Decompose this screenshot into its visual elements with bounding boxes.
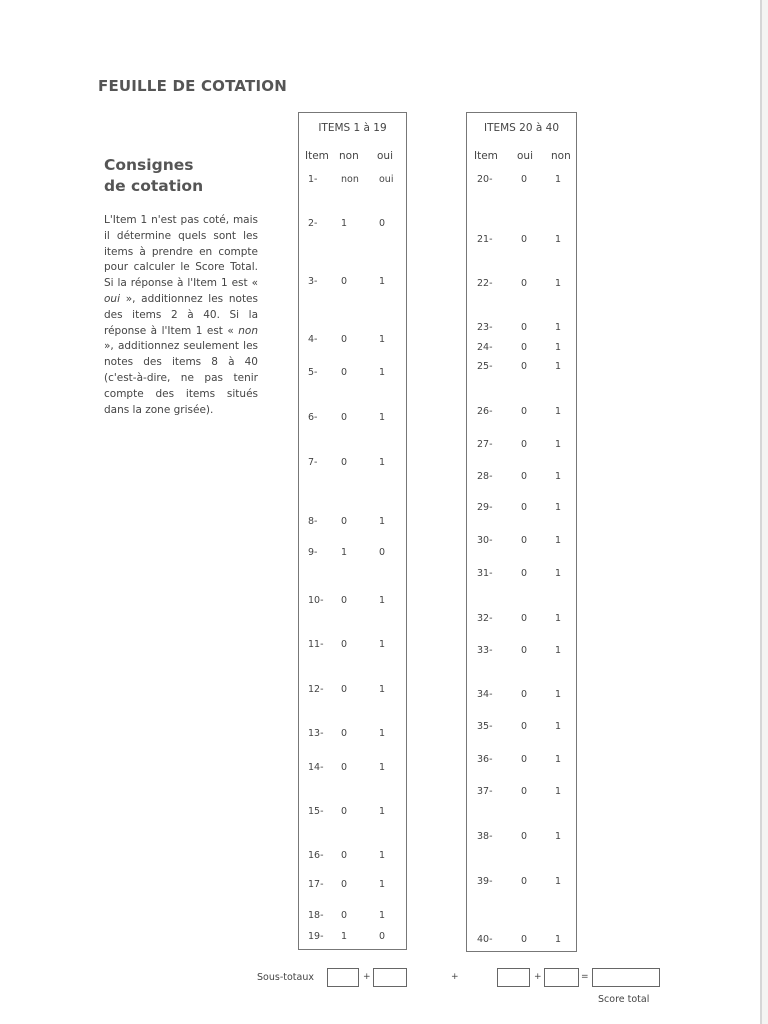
score-cell: 1 (555, 786, 562, 797)
score-cell: 0 (521, 645, 528, 656)
score-cell: oui (379, 174, 394, 185)
score-cell: 0 (521, 876, 528, 887)
instructions-heading (104, 155, 203, 197)
score-cell: 1 (379, 367, 386, 378)
score-cell: 0 (521, 471, 528, 482)
item-number: 39- (477, 876, 493, 887)
score-cell: 0 (521, 322, 528, 333)
score-cell: 1 (555, 278, 562, 289)
item-number: 12- (308, 684, 324, 695)
panel-title: ITEMS 20 à 40 (483, 122, 560, 134)
item-number: 18- (308, 910, 324, 921)
score-cell: 1 (555, 876, 562, 887)
item-number: 20- (477, 174, 493, 185)
score-cell: 1 (379, 334, 386, 345)
score-cell: 1 (555, 361, 562, 372)
equals-sign: = (581, 972, 589, 982)
instructions-non: non (238, 324, 258, 337)
score-cell: 0 (379, 547, 386, 558)
item-number: 8- (308, 516, 318, 527)
item-number: 1- (308, 174, 318, 185)
item-number: 10- (308, 595, 324, 606)
score-cell: 0 (341, 728, 348, 739)
score-cell: 0 (341, 684, 348, 695)
instructions-heading-line1: Consignes (104, 156, 194, 174)
plus-sign: + (363, 972, 371, 982)
score-cell: 1 (555, 613, 562, 624)
score-cell: 0 (341, 806, 348, 817)
score-cell: 1 (555, 721, 562, 732)
subtotal-box-3[interactable] (497, 968, 530, 987)
item-number: 22- (477, 278, 493, 289)
score-cell: 0 (521, 502, 528, 513)
instructions-heading-line2: de cotation (104, 177, 204, 195)
plus-sign: + (451, 972, 459, 982)
score-cell: 0 (341, 367, 348, 378)
item-number: 6- (308, 412, 318, 423)
plus-sign: + (534, 972, 542, 982)
score-cell: 0 (521, 831, 528, 842)
score-cell: 0 (521, 278, 528, 289)
item-number: 26- (477, 406, 493, 417)
score-cell: 1 (555, 322, 562, 333)
item-number: 19- (308, 931, 324, 942)
score-cell: 0 (521, 786, 528, 797)
column-header-non: non (339, 150, 359, 162)
score-cell: 1 (379, 457, 386, 468)
score-cell: 0 (521, 613, 528, 624)
score-cell: 1 (555, 689, 562, 700)
item-number: 27- (477, 439, 493, 450)
score-cell: 0 (341, 457, 348, 468)
item-number: 9- (308, 547, 318, 558)
score-cell: 0 (379, 931, 386, 942)
score-cell: 1 (555, 471, 562, 482)
page-edge (760, 0, 762, 1024)
score-cell: 0 (521, 754, 528, 765)
item-number: 5- (308, 367, 318, 378)
score-cell: 1 (379, 910, 386, 921)
item-number: 16- (308, 850, 324, 861)
item-number: 24- (477, 342, 493, 353)
item-number: 17- (308, 879, 324, 890)
instructions-part1: L'Item 1 n'est pas coté, mais il détermine quels sont les items à prendre en compte pour calculer le Score Total. Si la réponse à l'Item 1 est « (104, 214, 258, 290)
score-cell: 1 (379, 276, 386, 287)
score-cell: 1 (555, 502, 562, 513)
item-number: 40- (477, 934, 493, 945)
column-header-oui: oui (517, 150, 533, 162)
item-number: 25- (477, 361, 493, 372)
score-cell: 1 (379, 879, 386, 890)
score-cell: 0 (521, 934, 528, 945)
item-number: 29- (477, 502, 493, 513)
score-cell: 0 (341, 595, 348, 606)
score-cell: 1 (555, 174, 562, 185)
score-cell: 0 (341, 276, 348, 287)
score-cell: 0 (341, 762, 348, 773)
score-cell: 1 (379, 412, 386, 423)
item-number: 38- (477, 831, 493, 842)
score-cell: 0 (521, 568, 528, 579)
score-cell: 0 (521, 361, 528, 372)
score-cell: 0 (341, 910, 348, 921)
score-cell: 1 (555, 406, 562, 417)
column-header-oui: oui (377, 150, 393, 162)
item-number: 28- (477, 471, 493, 482)
item-number: 32- (477, 613, 493, 624)
score-cell: 1 (555, 831, 562, 842)
item-number: 33- (477, 645, 493, 656)
item-number: 30- (477, 535, 493, 546)
score-cell: 1 (555, 234, 562, 245)
subtotal-box-1[interactable] (327, 968, 359, 987)
score-cell: 1 (555, 535, 562, 546)
score-cell: 0 (341, 850, 348, 861)
score-cell: 0 (341, 412, 348, 423)
item-number: 36- (477, 754, 493, 765)
instructions-oui: oui (104, 292, 120, 305)
score-cell: 1 (341, 931, 348, 942)
column-header-item: Item (305, 150, 329, 162)
item-number: 14- (308, 762, 324, 773)
score-cell: 0 (341, 516, 348, 527)
instructions-part3: », additionnez seulement les notes des items 8 à 40 (c'est-à-dire, ne pas tenir compte des items situés dans la zone grisée). (104, 340, 258, 416)
item-number: 3- (308, 276, 318, 287)
item-number: 23- (477, 322, 493, 333)
item-number: 21- (477, 234, 493, 245)
subtotal-box-4[interactable] (544, 968, 579, 987)
score-cell: 1 (379, 684, 386, 695)
score-cell: 0 (521, 342, 528, 353)
instructions-part2: », additionnez les notes des items 2 à 40. Si la réponse à l'Item 1 est « (104, 292, 258, 337)
score-cell: 0 (379, 218, 386, 229)
score-total-box[interactable] (592, 968, 660, 987)
item-number: 15- (308, 806, 324, 817)
score-cell: 0 (521, 439, 528, 450)
score-cell: 1 (379, 850, 386, 861)
subtotals-label: Sous-totaux (257, 972, 314, 983)
score-cell: 0 (521, 689, 528, 700)
panel-title: ITEMS 1 à 19 (318, 122, 387, 134)
score-cell: 1 (379, 639, 386, 650)
item-number: 35- (477, 721, 493, 732)
score-cell: 0 (341, 334, 348, 345)
score-cell: 1 (379, 728, 386, 739)
items-20-40-panel (466, 112, 577, 952)
score-cell: 0 (521, 721, 528, 732)
score-cell: 1 (341, 218, 348, 229)
score-cell: 0 (521, 406, 528, 417)
item-number: 37- (477, 786, 493, 797)
subtotal-box-2[interactable] (373, 968, 407, 987)
score-cell: 1 (379, 762, 386, 773)
item-number: 2- (308, 218, 318, 229)
score-cell: 0 (521, 174, 528, 185)
score-total-label: Score total (598, 994, 650, 1005)
item-number: 34- (477, 689, 493, 700)
column-header-item: Item (474, 150, 498, 162)
score-cell: 1 (555, 568, 562, 579)
score-cell: 1 (555, 342, 562, 353)
column-header-non: non (551, 150, 571, 162)
score-cell: non (341, 174, 359, 185)
instructions-text (104, 213, 258, 418)
score-cell: 1 (379, 595, 386, 606)
sheet-title: FEUILLE DE COTATION (98, 77, 287, 95)
item-number: 11- (308, 639, 324, 650)
score-cell: 1 (379, 806, 386, 817)
score-cell: 0 (341, 639, 348, 650)
score-cell: 0 (341, 879, 348, 890)
score-cell: 1 (555, 934, 562, 945)
item-number: 13- (308, 728, 324, 739)
item-number: 31- (477, 568, 493, 579)
score-cell: 0 (521, 535, 528, 546)
score-cell: 1 (555, 754, 562, 765)
score-cell: 1 (555, 645, 562, 656)
items-1-19-panel (298, 112, 407, 950)
item-number: 4- (308, 334, 318, 345)
score-cell: 1 (379, 516, 386, 527)
score-cell: 0 (521, 234, 528, 245)
score-cell: 1 (341, 547, 348, 558)
item-number: 7- (308, 457, 318, 468)
score-cell: 1 (555, 439, 562, 450)
